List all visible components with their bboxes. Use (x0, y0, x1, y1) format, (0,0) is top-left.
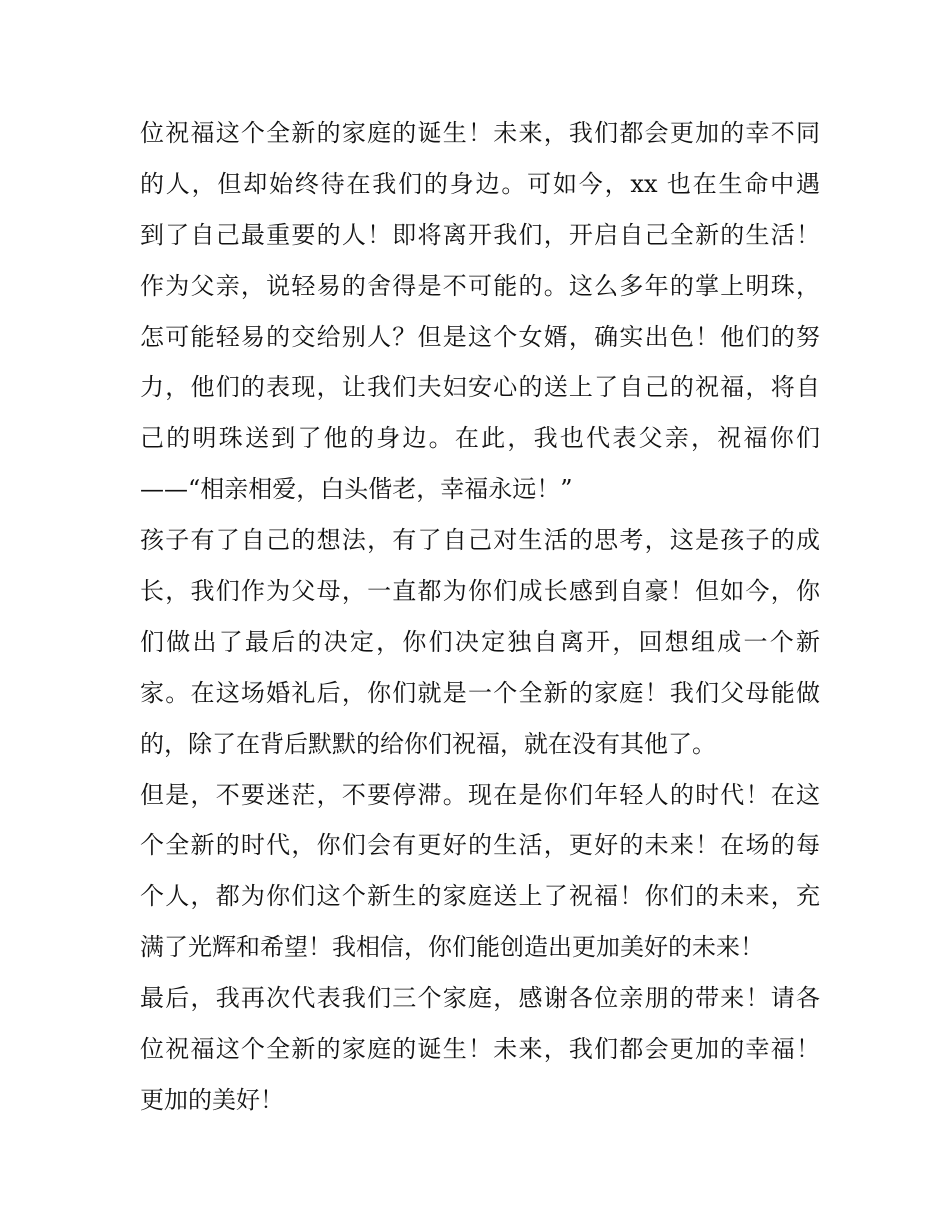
text-line: 们做出了最后的决定，你们决定独自离开，回想组成一个新 (140, 627, 820, 656)
text-line: 到了自己最重要的人！即将离开我们，开启自己全新的生活！ (140, 220, 820, 249)
text-line: 孩子有了自己的想法，有了自己对生活的思考，这是孩子的成 (140, 526, 820, 555)
text-line: 长，我们作为父母，一直都为你们成长感到自豪！但如今，你 (140, 577, 820, 606)
text-line: 的人，但却始终待在我们的身边。可如今，xx 也在生命中遇 (140, 169, 820, 198)
text-line: 个全新的时代，你们会有更好的生活，更好的未来！在场的每 (140, 831, 820, 860)
text-line: 的，除了在背后默默的给你们祝福，就在没有其他了。 (140, 729, 716, 758)
text-line: 己的明珠送到了他的身边。在此，我也代表父亲，祝福你们 (140, 424, 820, 453)
text-line: 位祝福这个全新的家庭的诞生！未来，我们都会更加的幸不同 (140, 119, 820, 147)
text-line: 位祝福这个全新的家庭的诞生！未来，我们都会更加的幸福！ (140, 1035, 820, 1064)
text-line: 但是，不要迷茫，不要停滞。现在是你们年轻人的时代！在这 (140, 780, 820, 809)
document-body (140, 108, 820, 1126)
text-line: 力，他们的表现，让我们夫妇安心的送上了自己的祝福，将自 (140, 373, 820, 402)
text-line: 作为父亲，说轻易的舍得是不可能的。这么多年的掌上明珠， (140, 271, 820, 300)
text-line: 家。在这场婚礼后，你们就是一个全新的家庭！我们父母能做 (140, 678, 820, 707)
text-line: 个人，都为你们这个新生的家庭送上了祝福！你们的未来，充 (140, 882, 820, 911)
text-line: ——“相亲相爱，白头偕老，幸福永远！” (140, 475, 573, 504)
text-line: 更加的美好！ (140, 1085, 284, 1114)
text-line: 满了光辉和希望！我相信，你们能创造出更加美好的未来！ (140, 933, 764, 962)
text-line: 最后，我再次代表我们三个家庭，感谢各位亲朋的带来！请各 (140, 984, 820, 1013)
text-line: 怎可能轻易的交给别人？但是这个女婿，确实出色！他们的努 (140, 322, 820, 351)
